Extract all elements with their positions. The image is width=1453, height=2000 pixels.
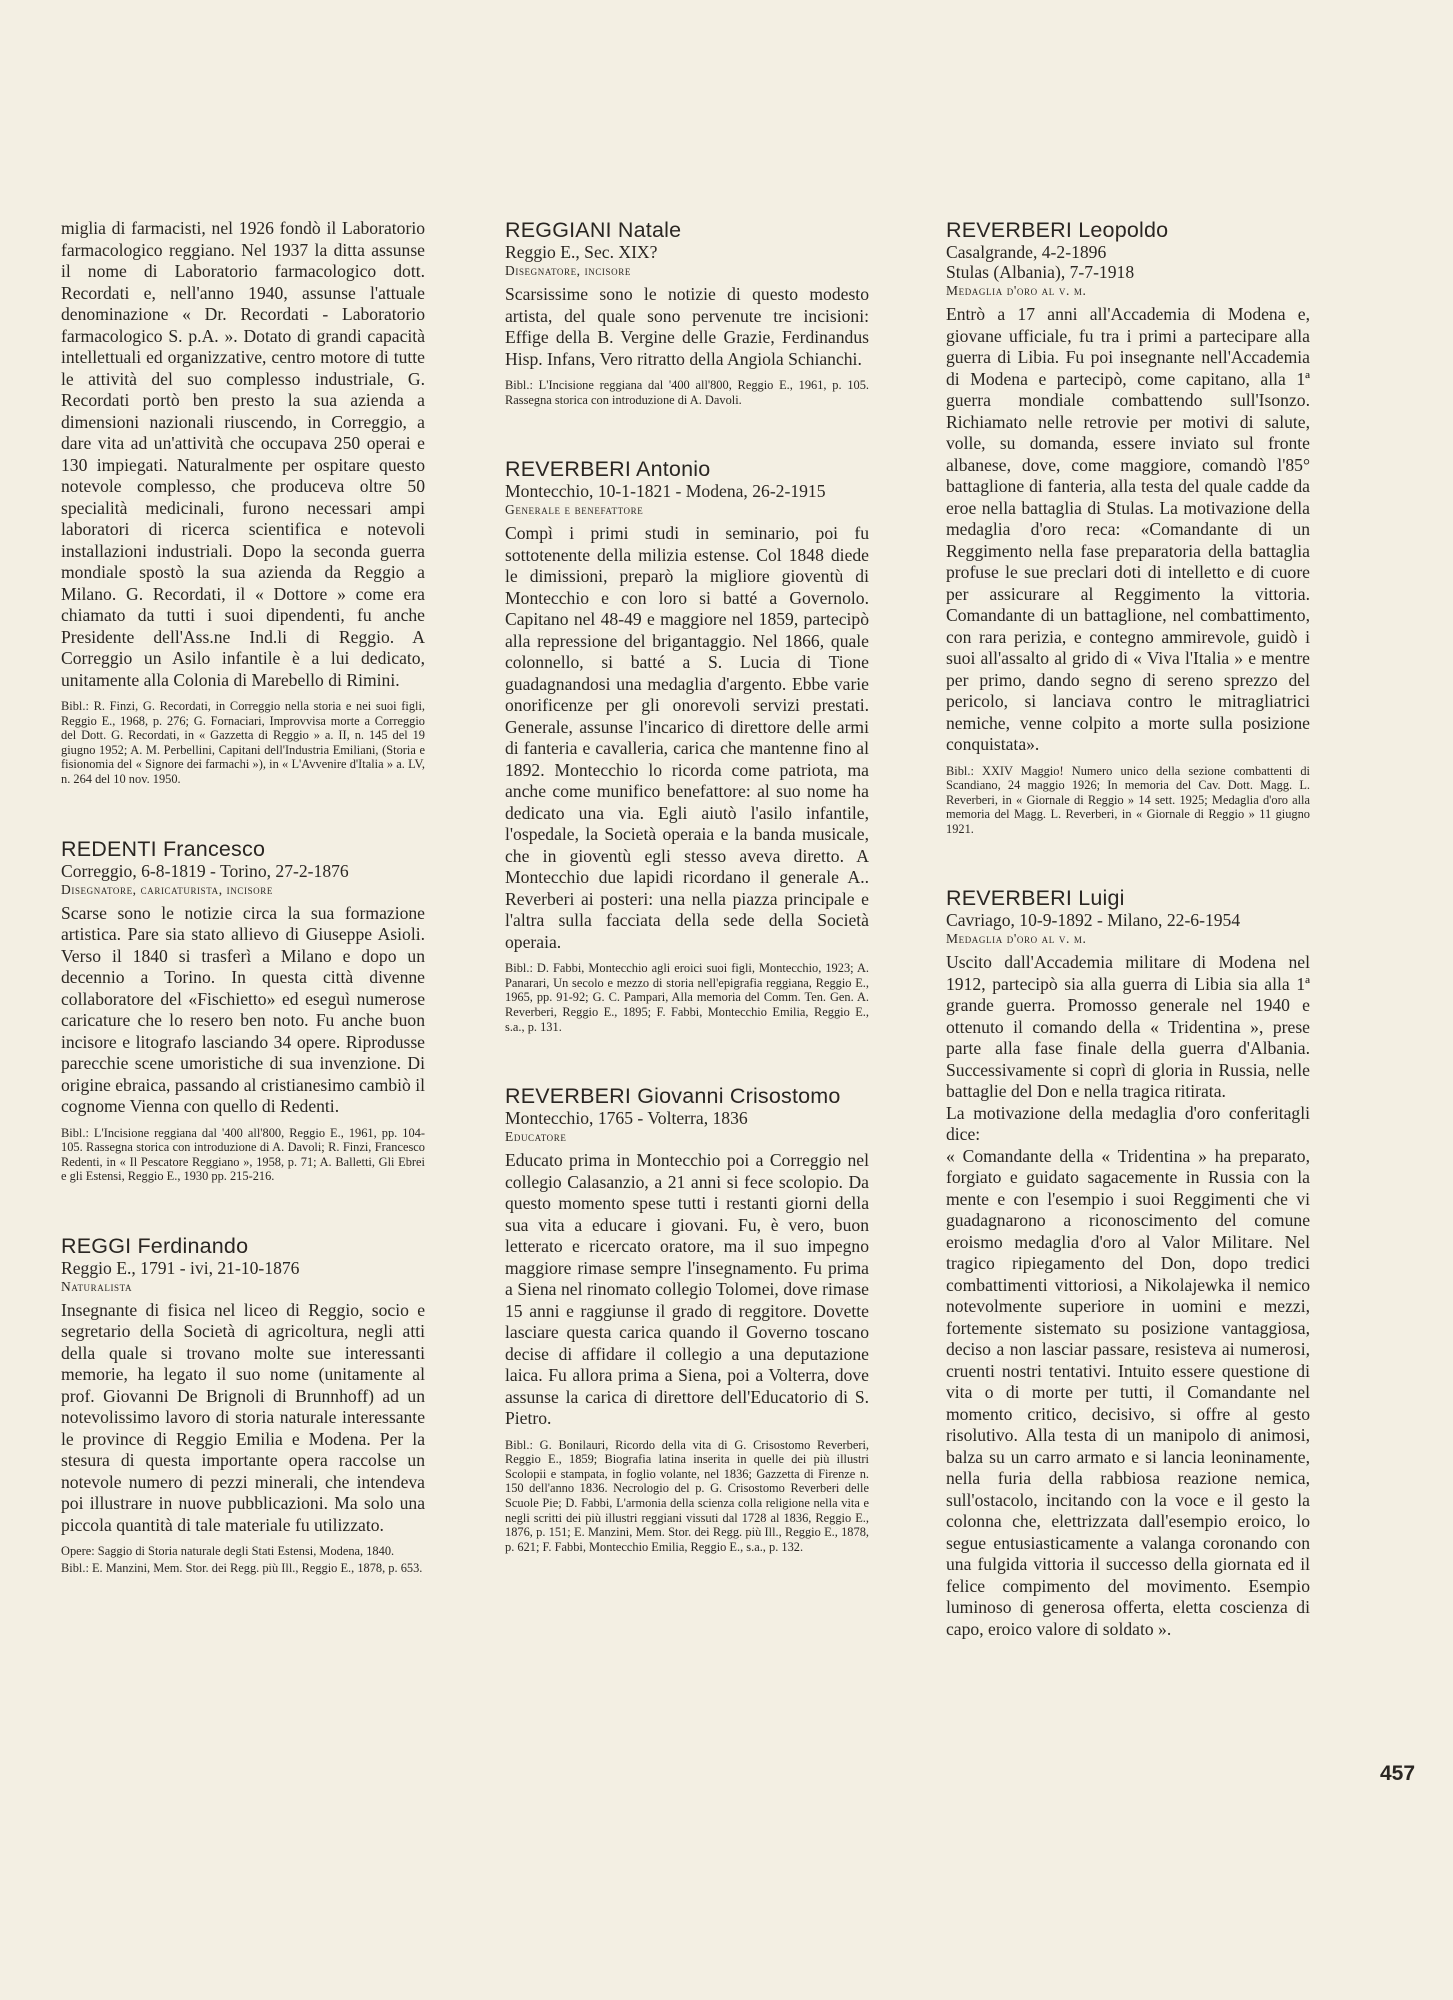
entry-text: Compì i primi studi in seminario, poi fu sottotenente della milizia estense. Col 1848 diede le dimissioni, preparò la migliore gioventù di Montecchio e con loro si batté a Governolo. Capitano nel 48-49 e maggiore nel 1859, partecipò alla repressione del brigantaggio. Nel 1866, quale colonnello, si batté a S. Lucia di Tione guadagnandosi una medaglia d'argento. Ebbe varie onorificenze per gli onorevoli servizi prestati. Generale, assunse l'incarico di direttore delle armi di fanteria e cavalleria, carica che mantenne fino al 1892. Montecchio lo ricorda come patriota, ma anche come munifico benefattore: al suo nome ha dedicato una via. Egli aiutò l'asilo infantile, l'ospedale, la Società operaia e la banda musicale, che in gioventù egli stesso aveva diretto. A Montecchio due lapidi ricordano il generale A.. Reverberi ai posteri: una nella piazza principale e l'altra sulla facciata della sede della Società operaia. — [505, 523, 869, 952]
entry-death: Stulas (Albania), 7-7-1918 — [946, 262, 1135, 282]
entry-heading: REVERBERI Antonio — [505, 457, 711, 482]
entry-dates: Reggio E., Sec. XIX? — [505, 242, 658, 262]
entry-reggiani-natale — [505, 218, 869, 407]
entry-text: Scarse sono le notizie circa la sua formazione artistica. Pare sia stato allievo di Giuseppe Asioli. Verso il 1840 si trasferì a Milano e dopo un decennio a Torino. In questa città divenne collaboratore del «Fischietto» ed eseguì numerose caricature che lo resero ben noto. Fu anche buon incisore e litografo lasciando 34 opere. Riprodusse parecchie scene umoristiche di sua invenzione. Di origine ebraica, passando al cristianesimo cambiò il cognome Vienna con quello di Redenti. — [61, 902, 425, 1117]
entry-text: Scarsissime sono le notizie di questo modesto artista, del quale sono pervenute tre incisioni: Effige della B. Vergine delle Grazie, Ferdinandus Hisp. Infans, Vero ritratto della Angiola Schianchi. — [505, 284, 869, 369]
entry-reverberi-leopoldo — [946, 218, 1310, 836]
entry-bibliography: Bibl.: L'Incisione reggiana dal '400 all'800, Reggio E., 1961, p. 105. Rassegna storica con introduzione di A. Davoli. — [505, 378, 869, 407]
entry-reggi-ferdinando — [61, 1234, 425, 1576]
entry-dates: Correggio, 6-8-1819 - Torino, 27-2-1876 — [61, 860, 349, 881]
entry-reverberi-antonio — [505, 457, 869, 1034]
page-number: 457 — [1380, 1762, 1416, 1785]
entry-text: Uscito dall'Accademia militare di Modena nel 1912, partecipò sia alla guerra di Libia sia alla 1ª grande guerra. Promosso generale nel 1940 e ottenuto il comando della « Tridentina », prese parte alla fase finale della guerra d'Albania. Successivamente si coprì di gloria in Russia, nelle battaglie del Don e nella tragica ritirata. — [946, 952, 1310, 1102]
entry-reverberi-giovanni-crisostomo — [505, 1084, 869, 1554]
entry-heading: REDENTI Francesco — [61, 836, 266, 861]
entry-birth: Casalgrande, 4-2-1896 — [946, 242, 1107, 262]
continued-entry-text: miglia di farmacisti, nel 1926 fondò il Laboratorio farmacologico reggiano. Nel 1937 la ditta assunse il nome di Laboratorio farmacologico dott. Recordati e, nell'anno 1940, assunse l'attuale denominazione « Dr. Recordati - Laboratorio farmacologico S. p.A. ». Dotato di grandi capacità intellettuali ed organizzative, centro motore di tutte le attività del suo complesso industriale, G. Recordati portò ben presto la sua azienda a dimensioni nazionali riuscendo, in Correggio, a dare vita ad un'attività che occupava 250 operai e 130 impiegati. Naturalmente per ospitare questo notevole complesso, che produceva oltre 50 specialità medicinali, furono necessari ampi laboratori di ricerca scientifica e notevoli installazioni industriali. Dopo la seconda guerra mondiale spostò la sua azienda da Reggio a Milano. G. Recordati, il « Dottore » come era chiamato da tutti i suoi dipendenti, fu anche Presidente dell'Ass.ne Ind.li di Reggio. A Correggio un Asilo infantile è a lui dedicato, unitamente alla Colonia di Marebello di Rimini. — [61, 218, 425, 690]
entry-dates: Montecchio, 1765 - Volterra, 1836 — [505, 1108, 748, 1129]
entry-role: Disegnatore, caricaturista, incisore — [61, 881, 273, 897]
entry-role: Disegnatore, incisore — [505, 263, 631, 278]
entry-reverberi-luigi — [946, 886, 1310, 1640]
column-2 — [505, 218, 869, 1554]
entry-works: Opere: Saggio di Storia naturale degli Stati Estensi, Modena, 1840. — [61, 1544, 395, 1559]
entry-role: Educatore — [505, 1129, 567, 1145]
entry-role: Medaglia d'oro al v. m. — [946, 931, 1087, 947]
entry-heading: REVERBERI Luigi — [946, 886, 1125, 911]
entry-bibliography: Bibl.: XXIV Maggio! Numero unico della sezione combattenti di Scandiano, 24 maggio 1926; In memoria del Cav. Dott. Magg. L. Reverberi, in « Giornale di Reggio » 14 sett. 1925; Medaglia d'oro alla memoria del Magg. L. Reverberi, in « Giornale di Reggio » 11 giugno 1921. — [946, 763, 1310, 836]
entry-dates: Montecchio, 10-1-1821 - Modena, 26-2-1915 — [505, 481, 826, 502]
entry-heading: REGGIANI Natale — [505, 218, 682, 242]
column-3 — [946, 218, 1310, 1640]
entry-role: Medaglia d'oro al v. m. — [946, 283, 1087, 298]
entry-role: Generale e benefattore — [505, 502, 644, 518]
entry-heading: REGGI Ferdinando — [61, 1233, 249, 1258]
entry-heading: REVERBERI Giovanni Crisostomo — [505, 1084, 841, 1109]
entry-bibliography: Bibl.: G. Bonilauri, Ricordo della vita di G. Crisostomo Reverberi, Reggio E., 1859; Biografia latina inserita in quelle dei più illustri Scolopii e stampata, in foglio volante, nel 1836; Gazzetta di Firenze n. 150 dell'anno 1836. Necrologio del p. G. Crisostomo Reverberi delle Scuole Pie; D. Fabbi, L'armonia della scienza colla religione nella vita e negli scritti dei più illustri reggiani vissuti dal 1728 al 1836, Reggio E., 1876, p. 151; E. Manzini, Mem. Stor. dei Regg. più Ill., Reggio E., 1878, p. 621; F. Fabbi, Montecchio Emilia, Reggio E., s.a., p. 132. — [505, 1437, 869, 1554]
entry-dates: Reggio E., 1791 - ivi, 21-10-1876 — [61, 1257, 300, 1278]
continued-entry-bibliography: Bibl.: R. Finzi, G. Recordati, in Correggio nella storia e nei suoi figli, Reggio E., 1968, p. 276; G. Fornaciari, Improvvisa morte a Correggio del Dott. G. Recordati, in « Gazzetta di Reggio » a. II, n. 145 del 19 giugno 1952; A. M. Perbellini, Capitani dell'Industria Emiliani, (Storia e fisionomia del « Signore dei farmachi »), in « L'Avvenire d'Italia » a. LV, n. 264 del 10 nov. 1950. — [61, 699, 425, 786]
entry-bibliography: Bibl.: D. Fabbi, Montecchio agli eroici suoi figli, Montecchio, 1923; A. Panarari, Un secolo e mezzo di storia nell'epigrafia reggiana, Reggio E., 1965, pp. 91-92; G. C. Pampari, Alla memoria del Comm. Ten. Gen. A. Reverberi, Reggio E., 1895; F. Fabbi, Montecchio Emilia, Reggio E., s.a., p. 131. — [505, 961, 869, 1034]
entry-text-motivation-intro: La motivazione della medaglia d'oro conferitagli dice: — [946, 1102, 1310, 1145]
entry-role: Naturalista — [61, 1278, 133, 1294]
entry-redenti-francesco — [61, 837, 425, 1184]
entry-bibliography: Bibl.: L'Incisione reggiana dal '400 all'800, Reggio E., 1961, pp. 104-105. Rassegna storica con introduzione di A. Davoli; R. Finzi, Francesco Redenti, in « Il Pescatore Reggiano », 1958, p. 71; A. Balletti, Gli Ebrei e gli Estensi, Reggio E., 1930 pp. 215-216. — [61, 1125, 425, 1184]
column-1 — [61, 218, 425, 1576]
entry-text: Entrò a 17 anni all'Accademia di Modena e, giovane ufficiale, fu tra i primi a partecipare alla guerra di Libia. Fu poi insegnante nell'Accademia di Modena e partecipò, come capitano, alla 1ª guerra mondiale combattendo sull'Isonzo. Richiamato nelle retrovie per motivi di salute, volle, su domanda, essere inviato sul fronte albanese, dove, come maggiore, comandò l'85° battaglione di fanteria, alla testa del quale cadde da eroe nella battaglia di Stulas. La motivazione della medaglia d'oro reca: «Comandante di un Reggimento nella fase preparatoria della battaglia profuse le sue preclari doti di intelletto e di cuore per assicurare al Reggimento la vittoria. Comandante di un battaglione, nel combattimento, con rara perizia, e contegno ammirevole, guidò i suoi all'assalto al grido di « Viva l'Italia » e mentre per primo, dando segno di sereno sprezzo del pericolo, si lanciava contro le mitragliatrici nemiche, venne colpito a morte sulla posizione conquistata». — [946, 304, 1310, 754]
entry-bibliography: Bibl.: E. Manzini, Mem. Stor. dei Regg. più Ill., Reggio E., 1878, p. 653. — [61, 1561, 423, 1576]
entry-dates: Cavriago, 10-9-1892 - Milano, 22-6-1954 — [946, 910, 1241, 931]
entry-text-motivation: « Comandante della « Tridentina » ha preparato, forgiato e guidato sagacemente in Russia con la mente e con l'esempio i suoi Reggimenti che vi guadagnarono a riconoscimento del comune eroismo medaglia d'oro al Valor Militare. Nel tragico ripiegamento del Don, dopo tredici combattimenti vittoriosi, a Nikolajewka il nemico notevolmente superiore in uomini e mezzi, fortemente sistemato su posizione vantaggiosa, deciso a non lasciar passare, resisteva ai numerosi, cruenti nostri tentativi. Intuito essere questione di vita o di morte per tutti, il Comandante nel momento critico, decisivo, si offre al gesto risolutivo. Alla testa di un manipolo di animosi, balza su un carro armato e si lancia leoninamente, nella furia della rabbiosa reazione nemica, sull'ostacolo, incitando con la voce e il gesto la colonna che, elettrizzata dall'esempio eroico, lo segue entusiasticamente a valanga coronando con una fulgida vittoria il successo della giornata ed il felice compimento del movimento. Esempio luminoso di generosa offerta, eletta coscienza di capo, eroico valore di soldato ». — [946, 1145, 1310, 1639]
entry-text: Educato prima in Montecchio poi a Correggio nel collegio Calasanzio, a 21 anni si fece scolopio. Da questo momento spese tutti i restanti giorni della sua vita a educare i giovani. Fu, è vero, buon letterato e ricercato oratore, ma il suo impegno maggiore rimase sempre l'insegnamento. Fu prima a Siena nel rinomato collegio Tolomei, dove rimase 15 anni e raggiunse il grado di reggitore. Dovette lasciare questa carica quando il Governo toscano decise di affidare il collegio a una deputazione laica. Fu allora prima a Siena, poi a Volterra, dove assunse la carica di direttore dell'Educatorio di S. Pietro. — [505, 1150, 869, 1429]
entry-heading: REVERBERI Leopoldo — [946, 218, 1169, 242]
entry-text: Insegnante di fisica nel liceo di Reggio, socio e segretario della Società di agricoltura, negli atti della quale si trovano molte sue interessanti memorie, ha legato il suo nome (unitamente al prof. Giovanni De Brignoli di Brunnhoff) ad un notevolissimo lavoro di storia naturale interessante le province di Reggio Emilia e Modena. Per la stesura di questa importante opera raccolse un notevole numero di pezzi minerali, che intendeva poi illustrare in nuove pubblicazioni. Ma solo una piccola quantità di tale materiale fu utilizzato. — [61, 1299, 425, 1535]
